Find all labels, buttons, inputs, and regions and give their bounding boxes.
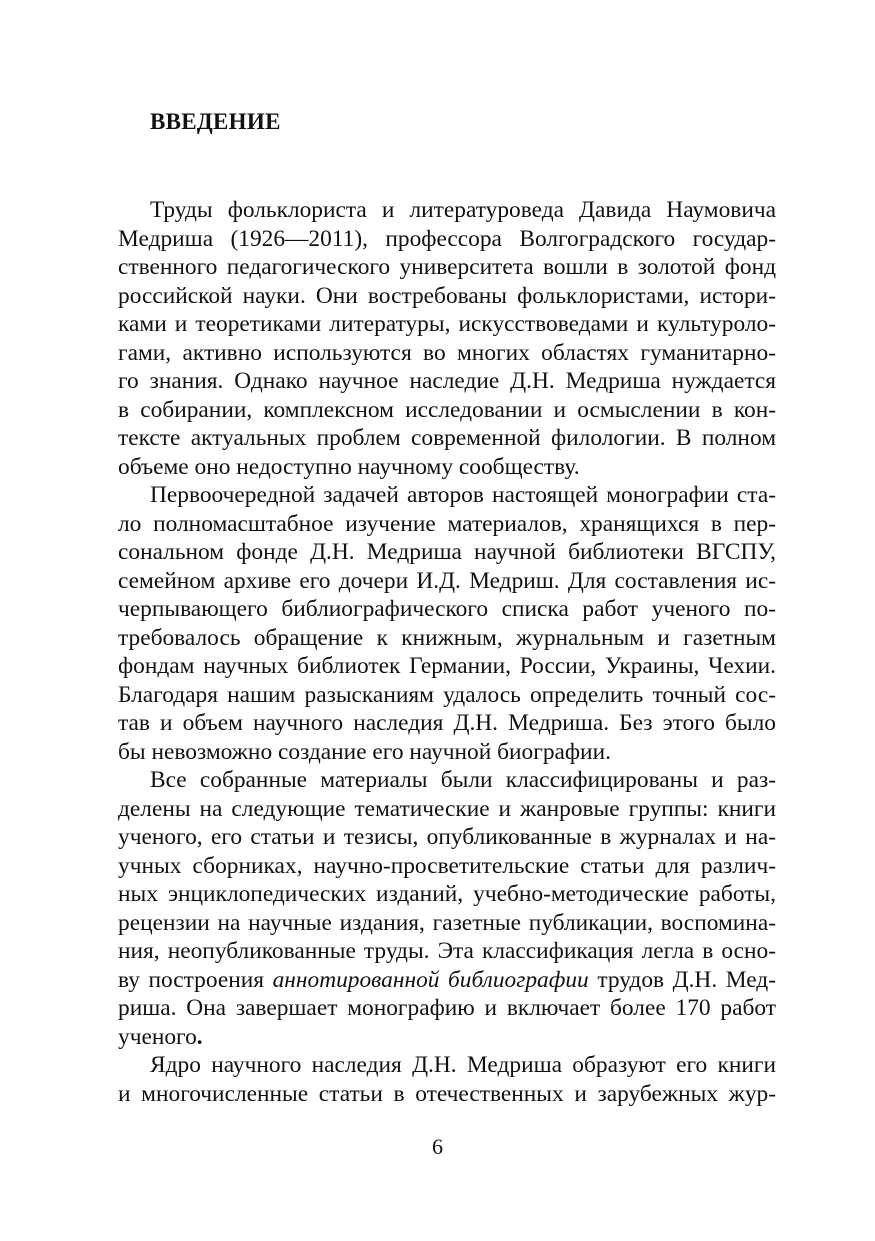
text-line: ственного педагогического университета вошли в золотой фонд bbox=[118, 254, 776, 280]
text-line-final bbox=[118, 1023, 776, 1052]
text-line: в собирании, комплексном исследовании и осмыслении в кон- bbox=[118, 396, 776, 423]
text-line: объеме оно недоступно научному сообществу. bbox=[118, 453, 580, 480]
italic-title: аннотированной библиографии bbox=[272, 966, 589, 993]
section-heading: ВВЕДЕНИЕ bbox=[150, 109, 281, 134]
text-line: Благодаря нашим разысканиям удалось определить точный сос- bbox=[118, 681, 776, 708]
text-run: ву построения bbox=[118, 966, 273, 993]
text-line: гами, активно используются во многих областях гуманитарно- bbox=[118, 339, 776, 366]
text-line: ками и теоретиками литературы, искусствоведами и культуроло- bbox=[118, 311, 776, 337]
paragraph-4 bbox=[118, 1051, 776, 1108]
text-line: риша. Она завершает монографию и включает более 170 работ bbox=[118, 995, 776, 1021]
paragraph-1 bbox=[118, 196, 776, 481]
text-line: ло полномасштабное изучение материалов, хранящихся в пер- bbox=[118, 510, 776, 537]
paragraph-3 bbox=[118, 766, 776, 1051]
text-line: ния, неопубликованные труды. Эта классификация легла в осно- bbox=[118, 938, 776, 964]
text-run: ученого bbox=[118, 1023, 197, 1050]
text-line: российской науки. Они востребованы фольклористами, истори- bbox=[118, 282, 776, 309]
text-line: Ядро научного наследия Д.Н. Медриша образуют его книги bbox=[150, 1052, 776, 1078]
text-line: требовалось обращение к книжным, журнальным и газетным bbox=[118, 624, 776, 651]
text-line: Все собранные материалы были классифицированы и раз- bbox=[150, 767, 776, 793]
text-line: учных сборниках, научно-просветительские статьи для различ- bbox=[118, 852, 776, 879]
text-line: семейном архиве его дочери И.Д. Медриш. Для составления ис- bbox=[118, 567, 776, 594]
text-line: сональном фонде Д.Н. Медриша научной библиотеки ВГСПУ, bbox=[118, 539, 776, 565]
text-run: трудов Д.Н. Мед- bbox=[588, 966, 776, 993]
text-line: и многочисленные статьи в отечественных и зарубежных жур- bbox=[118, 1080, 776, 1107]
text-line: Труды фольклориста и литературоведа Давида Наумовича bbox=[150, 197, 776, 223]
text-line-mixed bbox=[118, 966, 776, 995]
text-line: бы невозможно создание его научной биографии. bbox=[118, 738, 611, 765]
text-line: черпывающего библиографического списка работ ученого по- bbox=[118, 596, 776, 622]
body-text bbox=[118, 196, 776, 1108]
text-line: Медриша (1926—2011), профессора Волгоградского государ- bbox=[118, 225, 776, 252]
text-line: тексте актуальных проблем современной филологии. В полном bbox=[118, 425, 776, 451]
text-line: Первоочередной задачей авторов настоящей монографии ста- bbox=[150, 482, 776, 508]
text-line: фондам научных библиотек Германии, России, Украины, Чехии. bbox=[118, 653, 776, 679]
text-line: рецензии на научные издания, газетные публикации, воспомина- bbox=[118, 909, 776, 936]
page-number: 6 bbox=[432, 1134, 443, 1159]
text-line: ученого, его статьи и тезисы, опубликованные в журналах и на- bbox=[118, 824, 776, 850]
bold-period: . bbox=[196, 1023, 203, 1050]
text-line: делены на следующие тематические и жанровые группы: книги bbox=[118, 795, 776, 822]
text-line: го знания. Однако научное наследие Д.Н. Медриша нуждается bbox=[118, 368, 776, 394]
text-line: ных энциклопедических изданий, учебно-методические работы, bbox=[118, 881, 776, 907]
text-line: тав и объем научного наследия Д.Н. Медриша. Без этого было bbox=[118, 710, 776, 736]
paragraph-2 bbox=[118, 481, 776, 766]
